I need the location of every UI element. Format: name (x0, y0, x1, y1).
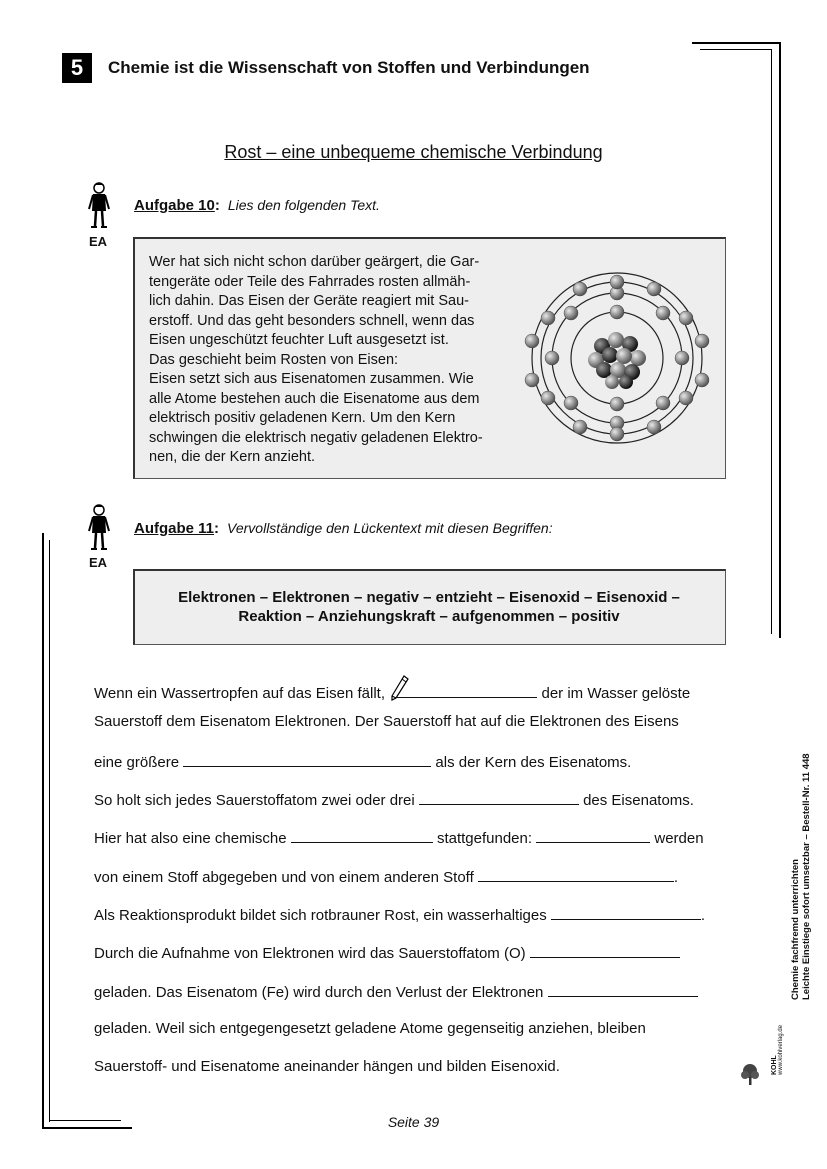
cloze-text: als der Kern des Eisenatoms. (435, 754, 632, 771)
blank-field[interactable] (183, 752, 431, 767)
text-line: nen, die der Kern anzieht. (149, 449, 316, 465)
chapter-title: Chemie ist die Wissenschaft von Stoffen und Verbindungen (108, 58, 590, 77)
task11-heading (134, 520, 553, 537)
cloze-text: stattgefunden: (436, 830, 533, 847)
blank-field[interactable] (291, 828, 433, 843)
frame-line (49, 540, 50, 1122)
frame-line (692, 42, 780, 44)
reading-text (149, 253, 521, 468)
cloze-text: . (700, 907, 706, 924)
cloze-line-3 (94, 752, 631, 771)
cloze-text: Sauerstoff- und Eisenatome aneinander hängen und bilden Eisenoxid. (94, 1058, 560, 1075)
person-icon (86, 181, 112, 231)
blank-field[interactable] (397, 683, 537, 698)
cloze-text: So holt sich jedes Sauerstoffatom zwei oder drei (94, 792, 415, 809)
text-line: tengeräte oder Teile des Fahrrades rosten allmäh- (149, 273, 471, 290)
tree-logo-icon (740, 1062, 760, 1086)
cloze-text: Wenn ein Wassertropfen auf das Eisen fällt, (94, 685, 385, 702)
blank-field[interactable] (548, 982, 698, 997)
ea-badge: EA (89, 555, 108, 570)
text-line: Das geschieht beim Rosten von Eisen: (149, 351, 399, 368)
cloze-line-7 (94, 905, 705, 924)
cloze-text: von einem Stoff abgegeben und von einem anderen Stoff (94, 869, 474, 886)
cloze-text: Als Reaktionsprodukt bildet sich rotbrauner Rost, ein wasserhaltiges (94, 907, 547, 924)
cloze-text: geladen. Weil sich entgegengesetzt geladene Atome gegenseitig anziehen, bleiben (94, 1020, 646, 1037)
frame-line (42, 533, 44, 1129)
blank-field[interactable] (551, 905, 701, 920)
cloze-line-1 (94, 675, 690, 702)
task10-heading (134, 197, 380, 214)
text-line: alle Atome bestehen auch die Eisenatome aus dem (149, 390, 480, 407)
page-number: Seite 39 (387, 1114, 440, 1130)
frame-line (771, 49, 772, 634)
section-title: Rost – eine unbequeme chemische Verbindung (224, 142, 603, 162)
atom-model-icon (520, 262, 716, 462)
task11-colon: : (214, 520, 220, 537)
side-imprint-line: Chemie fachfremd unterrichten (790, 859, 801, 1000)
side-imprint (790, 753, 812, 1000)
side-imprint-line: Leichte Einstiege sofort umsetzbar – Bestell-Nr. 11 448 (801, 753, 812, 1000)
text-line: lich dahin. Das Eisen der Geräte reagiert mit Sau- (149, 293, 469, 309)
publisher-name: KOHL (771, 1055, 778, 1075)
cloze-line-4 (94, 790, 694, 809)
cloze-line-5 (94, 828, 704, 847)
cloze-line-8 (94, 943, 680, 962)
chapter-number: 5 (62, 53, 92, 83)
text-line: elektrisch positiv geladenen Kern. Um den Kern (149, 410, 456, 426)
task10-colon: : (214, 197, 220, 214)
cloze-line-2 (94, 713, 679, 730)
cloze-line-10 (94, 1020, 646, 1037)
text-line: Eisen ungeschützt feuchter Luft ausgesetzt ist. (149, 332, 449, 348)
cloze-text: Hier hat also eine chemische (94, 830, 287, 847)
cloze-text: eine größere (94, 754, 180, 771)
cloze-line-9 (94, 982, 698, 1001)
cloze-text: der im Wasser gelöste (541, 685, 691, 702)
cloze-text: werden (654, 830, 704, 847)
task10-label: Aufgabe 10 (134, 197, 215, 214)
blank-field[interactable] (478, 867, 674, 882)
text-line: Eisen setzt sich aus Eisenatomen zusammen. Wie (149, 371, 474, 387)
terms-list (134, 588, 724, 626)
person-icon (86, 503, 112, 553)
publisher-logo (771, 1025, 785, 1075)
frame-line (700, 49, 772, 50)
task11-label: Aufgabe 11 (134, 520, 215, 537)
task11-instruction: Vervollständige den Lückentext mit diesen Begriffen: (227, 520, 553, 536)
frame-line (779, 42, 781, 638)
cloze-text: . (673, 869, 679, 886)
cloze-text: Sauerstoff dem Eisenatom Elektronen. Der Sauerstoff hat auf die Elektronen des Eisens (94, 713, 679, 730)
task10-instruction: Lies den folgenden Text. (227, 197, 380, 213)
ea-badge: EA (89, 234, 108, 249)
publisher-url: www.kohlverlag.de (778, 1024, 784, 1075)
cloze-line-6 (94, 867, 678, 886)
terms-line: Elektronen – Elektronen – negativ – entzieht – Eisenoxid – Eisenoxid – (178, 589, 680, 606)
blank-field[interactable] (536, 828, 650, 843)
text-line: Wer hat sich nicht schon darüber geärgert, die Gar- (149, 254, 480, 270)
cloze-line-11 (94, 1058, 560, 1075)
text-line: schwingen die elektrisch negativ geladenen Elektro- (149, 429, 483, 446)
blank-field[interactable] (419, 790, 579, 805)
cloze-text: Durch die Aufnahme von Elektronen wird das Sauerstoffatom (O) (94, 945, 526, 962)
blank-field[interactable] (530, 943, 680, 958)
cloze-text: geladen. Das Eisenatom (Fe) wird durch den Verlust der Elektronen (94, 984, 544, 1001)
text-line: erstoff. Und das geht besonders schnell, wenn das (149, 312, 475, 329)
terms-line: Reaktion – Anziehungskraft – aufgenommen – positiv (238, 608, 620, 625)
cloze-text: des Eisenatoms. (583, 792, 694, 809)
